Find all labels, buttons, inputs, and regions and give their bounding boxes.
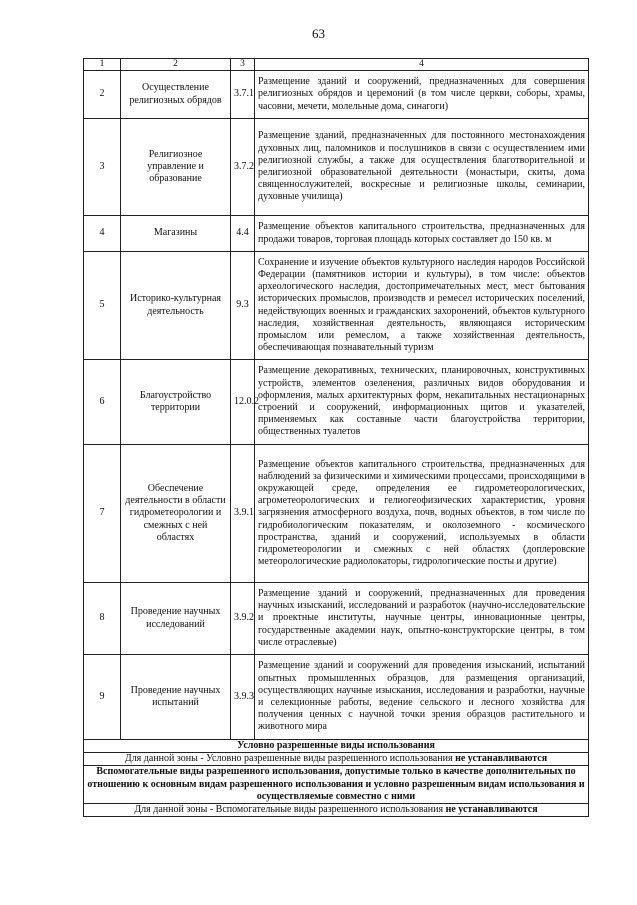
- use-type-description: Размещение объектов капитального строительства, предназначенных для продажи товаров, торговая площадь которых составляет до 150 кв. м: [255, 216, 589, 252]
- row-number: 5: [84, 252, 121, 360]
- permitted-use-table: [83, 58, 589, 817]
- header-cell: 2: [121, 59, 231, 71]
- row-number: 7: [84, 445, 121, 583]
- use-type-description: Размещение декоративных, технических, планировочных, конструктивных устройств, элементов озеленения, различных видов оборудования и оформления, малых архитектурных форм, некапитальных нестационарных строений и сооружений, информационных щитов и указателей, применяемых как составные части благоустройства территории, общественных туалетов: [255, 360, 589, 445]
- use-type-name: Религиозное управление и образование: [121, 119, 231, 216]
- use-type-name: Благоустройство территории: [121, 360, 231, 445]
- note-text: Для данной зоны - Условно разрешенные виды разрешенного использования: [124, 753, 453, 765]
- use-type-description: Размещение зданий и сооружений, предназначенных для проведения научных изысканий, исследований и разработок (научно-исследовательские и проектные институты, научные центры, инновационные центры, государственные академии наук, опытно-конструкторские центры, в том числе отраслевые): [255, 583, 589, 655]
- auxiliary-uses-note: [84, 803, 589, 816]
- row-number: 2: [84, 71, 121, 119]
- use-type-description: Размещение зданий, предназначенных для постоянного местонахождения духовных лиц, паломников и послушников в связи с осуществлением ими религиозной службы, а также для осуществления благотворительной и религиозной образовательной деятельности (монастыри, скиты, дома священнослужителей, воскресные и религиозные школы, семинарии, духовные училища): [255, 119, 589, 216]
- table-row: [84, 216, 589, 252]
- table-row: [84, 583, 589, 655]
- conditional-uses-note: [84, 753, 589, 766]
- use-type-code: 3.9.3: [231, 655, 255, 740]
- use-type-code: 9.3: [231, 252, 255, 360]
- auxiliary-uses-note-row: [84, 803, 589, 816]
- row-number: 8: [84, 583, 121, 655]
- table-row: [84, 71, 589, 119]
- use-type-description: Размещение объектов капитального строительства, предназначенных для наблюдений за физическими и химическими процессами, происходящими в окружающей среде, определения ее гидрометеорологических, агрометеорологических и гелиогеофизических характеристик, уровня загрязнения атмосферного воздуха, почв, водных объектов, в том числе по гидробиологическим показателям, и околоземного - космического пространства, зданий и сооружений, используемых в области гидрометеорологии и смежных с ней областях (доплеровские метеорологические радиолокаторы, гидрологические посты и другие): [255, 445, 589, 583]
- conditional-uses-section: [84, 740, 589, 753]
- table-row: [84, 445, 589, 583]
- use-type-name: Осуществление религиозных обрядов: [121, 71, 231, 119]
- use-type-description: Размещение зданий и сооружений, предназначенных для совершения религиозных обрядов и церемоний (в том числе церкви, соборы, храмы, часовни, мечети, молельные дома, синагоги): [255, 71, 589, 119]
- row-number: 3: [84, 119, 121, 216]
- use-type-name: Историко-культурная деятельность: [121, 252, 231, 360]
- permitted-use-table-body: [84, 59, 589, 817]
- table-row: [84, 655, 589, 740]
- use-type-name: Магазины: [121, 216, 231, 252]
- table-row: [84, 119, 589, 216]
- row-number: 6: [84, 360, 121, 445]
- use-type-code: 3.7.1: [231, 71, 255, 119]
- use-type-name: Проведение научных исследований: [121, 583, 231, 655]
- use-type-description: Сохранение и изучение объектов культурного наследия народов Российской Федерации (памятников истории и культуры), в том числе: объектов археологического наследия, достопримечательных мест, мест бытования исторических промыслов, производств и ремесел исторических поселений, недействующих военных и гражданских захоронений, объектов культурного наследия, хозяйственная деятельность, являющаяся историческим промыслом или ремеслом, а также хозяйственная деятельность, обеспечивающая познавательный туризм: [255, 252, 589, 360]
- page-number: 63: [312, 26, 325, 41]
- table-row: [84, 360, 589, 445]
- section-title: Условно разрешенные виды использования: [84, 740, 589, 753]
- conditional-uses-note-row: [84, 753, 589, 766]
- header-cell: 1: [84, 59, 121, 71]
- use-type-code: 3.7.2: [231, 119, 255, 216]
- use-type-name: Обеспечение деятельности в области гидрометеорологии и смежных с ней областях: [121, 445, 231, 583]
- use-type-code: 4.4: [231, 216, 255, 252]
- use-type-description: Размещение зданий и сооружений для проведения изысканий, испытаний опытных промышленных образцов, для размещения организаций, осуществляющих научные изыскания, исследования и разработки, научные и селекционные работы, ведение сельского и лесного хозяйства для получения ценных с научной точки зрения образцов растительного и животного мира: [255, 655, 589, 740]
- section-title: Вспомогательные виды разрешенного использования, допустимые только в качестве дополнительных по отношению к основным видам разрешенного использования и условно разрешенным видам использования и осуществляемые совместно с ними: [84, 766, 589, 804]
- use-type-code: 3.9.2: [231, 583, 255, 655]
- header-cell: 4: [255, 59, 589, 71]
- use-type-name: Проведение научных испытаний: [121, 655, 231, 740]
- table-header-row: [84, 59, 589, 71]
- use-type-code: 3.9.1: [231, 445, 255, 583]
- header-cell: 3: [231, 59, 255, 71]
- auxiliary-uses-section: [84, 766, 589, 804]
- row-number: 4: [84, 216, 121, 252]
- note-text: Для данной зоны - Вспомогательные виды разрешенного использования: [134, 803, 444, 815]
- note-emphasis: не устанавливаются: [455, 753, 548, 765]
- row-number: 9: [84, 655, 121, 740]
- note-emphasis: не устанавливаются: [445, 803, 538, 815]
- use-type-code: 12.0.2: [231, 360, 255, 445]
- table-row: [84, 252, 589, 360]
